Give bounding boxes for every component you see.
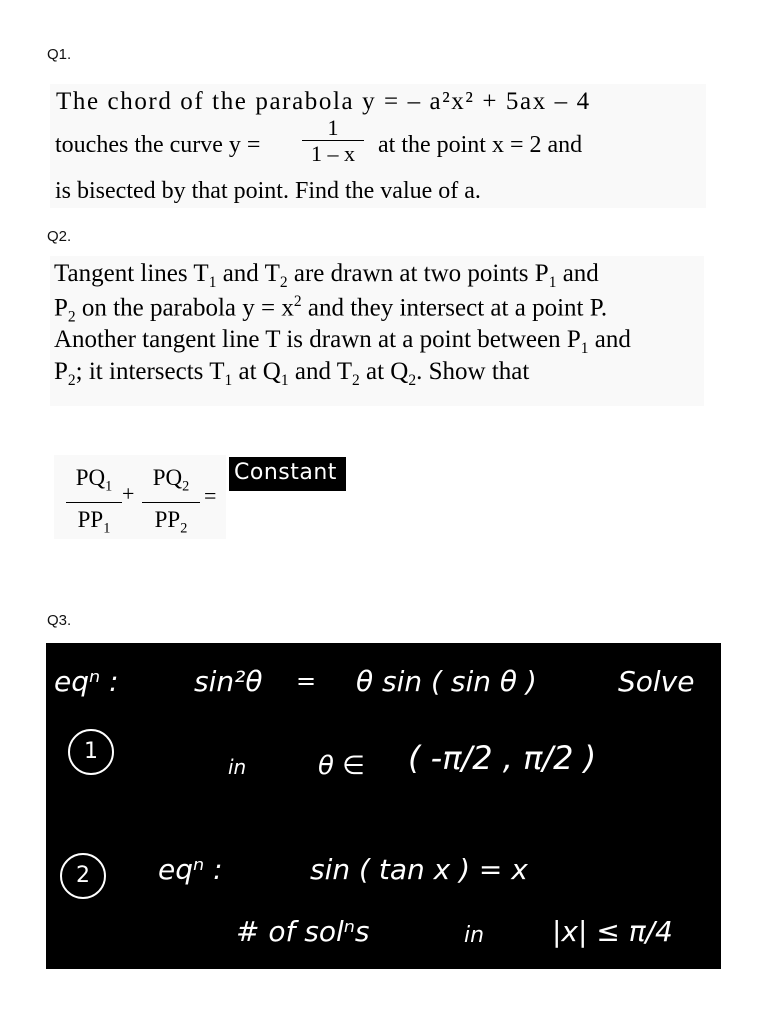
subscript: 2 xyxy=(182,478,190,495)
fraction-denominator: 1 – x xyxy=(311,141,355,167)
text-segment: Another tangent line T is drawn at a point between P xyxy=(54,326,581,353)
text-segment: at Q xyxy=(366,358,409,385)
item-1-circle xyxy=(68,729,114,775)
text-segment: Tangent lines T xyxy=(54,260,209,287)
equation-2: sin ( tan x ) = x xyxy=(310,853,528,886)
subscript: 2 xyxy=(67,308,76,326)
text-segment: PP xyxy=(77,506,104,532)
question-1-line-2-start: touches the curve y = xyxy=(55,132,261,158)
question-1-line-3: is bisected by that point. Find the value of a. xyxy=(55,178,481,204)
formula-fraction-1 xyxy=(66,463,122,545)
count-label: # of solⁿs xyxy=(236,915,370,948)
subscript: 1 xyxy=(580,340,589,357)
text-segment: P xyxy=(54,294,68,322)
equation-label: eqⁿ : xyxy=(54,665,119,698)
subscript: 1 xyxy=(103,520,111,537)
subscript: 2 xyxy=(279,274,288,291)
text-segment: at Q xyxy=(238,358,281,385)
solve-label: Solve xyxy=(618,665,695,698)
text-segment: . Show that xyxy=(416,358,530,385)
subscript: 1 xyxy=(224,372,233,389)
in-label-2: in xyxy=(464,923,485,948)
text-segment: and they intersect at a point P. xyxy=(307,294,608,322)
question-2-line-3 xyxy=(54,326,631,358)
question-3-label: Q3. xyxy=(47,612,72,629)
constant-text: Constant xyxy=(234,460,337,485)
item-2-circle xyxy=(60,853,106,899)
question-2-formula-panel xyxy=(54,455,226,539)
fraction-denominator xyxy=(142,503,200,546)
question-1-line-1: The chord of the parabola y = – a²x² + 5ax – 4 xyxy=(56,88,591,115)
subscript: 2 xyxy=(408,372,417,389)
text-segment: and xyxy=(594,326,631,353)
subscript: 2 xyxy=(352,372,360,389)
equation-1-rhs: θ sin ( sin θ ) xyxy=(356,665,537,698)
text-segment: are drawn at two points P xyxy=(293,260,549,287)
equation-1-equals: = xyxy=(296,667,317,695)
text-segment: and xyxy=(562,260,599,287)
subscript: 1 xyxy=(548,274,557,291)
fraction-numerator: 1 xyxy=(327,115,339,140)
text-segment: and T xyxy=(294,358,353,385)
question-1-fraction xyxy=(302,116,364,167)
in-label-1: in xyxy=(228,755,247,779)
text-segment: PQ xyxy=(75,465,106,490)
text-segment: ; it intersects T xyxy=(75,358,225,385)
item-1-number: 1 xyxy=(84,739,98,764)
question-2-label: Q2. xyxy=(47,228,72,245)
superscript: 2 xyxy=(293,293,302,310)
subscript: 1 xyxy=(208,274,217,291)
equation-2-label: eqⁿ : xyxy=(158,853,223,886)
question-1-line-2-end: at the point x = 2 and xyxy=(378,132,583,158)
interval-label: ( -π/2 , π/2 ) xyxy=(408,739,597,777)
equation-1-lhs: sin²θ xyxy=(194,665,263,698)
question-3-handwritten-panel xyxy=(46,643,721,969)
question-2-line-1 xyxy=(54,260,599,292)
fraction-denominator xyxy=(66,503,122,546)
text-segment: and T xyxy=(222,260,280,287)
question-2-line-2 xyxy=(54,293,607,326)
question-1-panel xyxy=(50,84,706,208)
range-label: |x| ≤ π/4 xyxy=(552,915,673,948)
subscript: 1 xyxy=(280,372,289,389)
subscript: 2 xyxy=(180,520,188,537)
formula-plus: + xyxy=(122,481,135,506)
subscript: 2 xyxy=(67,372,76,389)
text-segment: PQ xyxy=(152,465,183,490)
theta-membership: θ ∈ xyxy=(318,751,365,781)
question-1-label: Q1. xyxy=(47,46,72,63)
formula-fraction-2 xyxy=(142,463,200,545)
question-2-line-4 xyxy=(54,358,529,390)
text-segment: PP xyxy=(154,506,181,532)
constant-label xyxy=(229,457,346,491)
item-2-number: 2 xyxy=(76,863,90,888)
text-segment: on the parabola y = x xyxy=(81,294,294,322)
fraction-numerator xyxy=(66,463,122,502)
subscript: 1 xyxy=(105,478,113,495)
text-segment: P xyxy=(54,358,68,385)
fraction-numerator xyxy=(142,463,200,502)
question-2-panel xyxy=(50,256,704,406)
formula-equals: = xyxy=(204,483,217,508)
